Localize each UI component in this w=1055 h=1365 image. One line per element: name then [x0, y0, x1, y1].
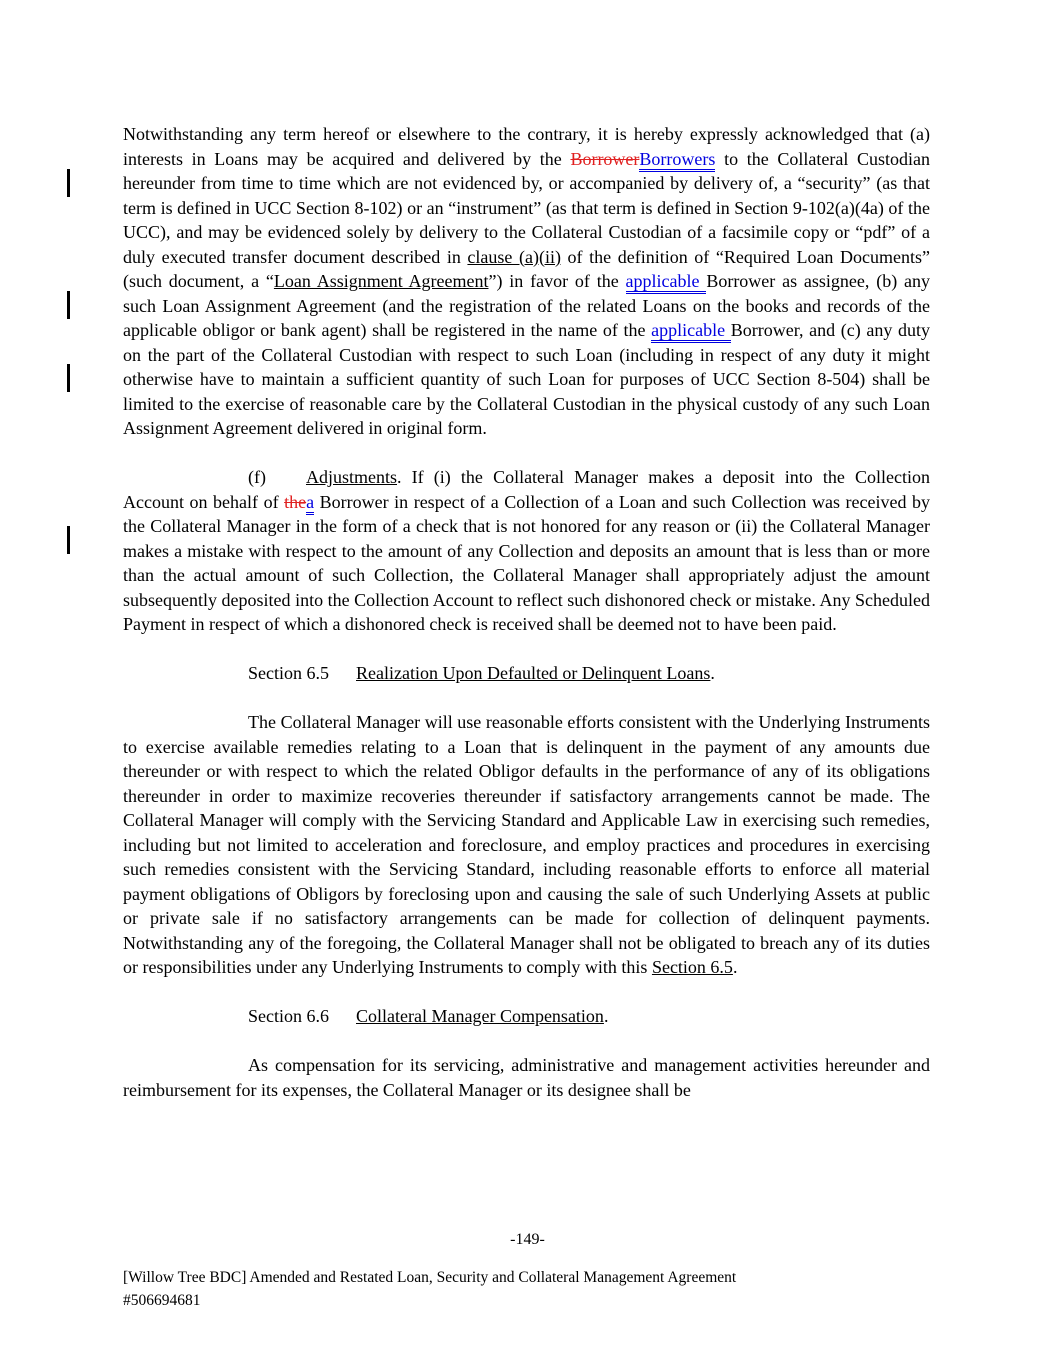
paragraph-adjustments: [123, 465, 930, 637]
section-6-6-heading: [123, 1004, 930, 1029]
inserted-text: a: [306, 492, 314, 515]
section-title: Collateral Manager Compensation: [356, 1006, 604, 1026]
body-text: ”) in favor of the: [488, 271, 626, 291]
body-text: to the Collateral Custodian hereunder from time to time which are not evidenced by, or accompanied by delivery of, a “security” (as that term is defined in UCC Section 8-102) or an “instrument” (as that term is defined in Section 9-102(a)(4a) of the UCC), and may be evidenced solely by delivery to the Collateral Custodian of a facsimile copy or “pdf” of a duly executed transfer document described in: [123, 148, 930, 267]
cross-reference: clause (a)(ii): [467, 246, 561, 267]
section-6-5-heading: [123, 661, 930, 686]
section-label: Section 6.6: [248, 1006, 329, 1026]
clause-heading: Adjustments: [305, 467, 397, 487]
body-text: of the definition of “Required Loan Documents” (such document, a “: [123, 246, 930, 291]
footer-document-id: #506694681: [123, 1292, 201, 1309]
change-bar: [67, 169, 70, 197]
inserted-text: Borrowers: [639, 149, 715, 172]
body-text: .: [603, 1006, 609, 1026]
body-text: Notwithstanding any term hereof or elsewhere to the contrary, it is hereby expressly acknowledged that (a) interests in Loans may be acquired and delivered by the: [123, 124, 930, 169]
change-bar: [67, 291, 70, 319]
body-text: As compensation for its servicing, administrative and management activities hereunder and reimbursement for its expenses, the Collateral Manager or its designee shall be: [123, 1055, 930, 1100]
body-text: The Collateral Manager will use reasonable efforts consistent with the Underlying Instruments to exercise available remedies relating to a Loan that is delinquent in the payment of any amounts due thereunder or with respect to which the related Obligor defaults in the performance of any of its obligations thereunder in order to maximize recoveries thereunder if satisfactory arrangements cannot be made. The Collateral Manager will comply with the Servicing Standard and Applicable Law in exercising such remedies, including but not limited to acceleration and foreclosure, and employ practices and procedures in exercising such remedies consistent with the Servicing Standard, including reasonable efforts to enforce all material payment obligations of Obligors by foreclosing upon and causing the sale of such Underlying Assets at public or private sale if no satisfactory arrangements can be made for collection of delinquent payments. Notwithstanding any of the foregoing, the Collateral Manager shall not be obligated to breach any of its duties or responsibilities under any Underlying Instruments to comply with this: [123, 712, 930, 977]
section-label: Section 6.5: [248, 663, 329, 683]
paragraph-realization: [123, 710, 930, 980]
inserted-text: applicable: [651, 320, 731, 343]
defined-term: Loan Assignment Agreement: [273, 271, 489, 291]
body-text: .: [732, 957, 738, 977]
footer-document-title: [Willow Tree BDC] Amended and Restated Loan, Security and Collateral Management Agreement: [123, 1269, 737, 1286]
clause-label: (f): [248, 467, 266, 487]
inserted-text: applicable: [626, 271, 707, 294]
body-text: Borrower, and (c) any duty on the part of the Collateral Custodian with respect to such Loan (including in respect of any duty it might otherwise have to maintain a sufficient quantity of such Loan for purposes of UCC Section 8-504) shall be limited to the exercise of reasonable care by the Collateral Custodian in the physical custody of any such Loan Assignment Agreement delivered in original form.: [123, 320, 930, 438]
document-content: [123, 122, 930, 1127]
paragraph-compensation: [123, 1053, 930, 1102]
deleted-text: the: [284, 491, 307, 512]
change-bar: [67, 364, 70, 392]
body-text: Borrower in respect of a Collection of a Loan and such Collection was received by the Collateral Manager in the form of a check that is not honored for any reason or (ii) the Collateral Manager makes a mistake with respect to the amount of any Collection and deposits an amount that is less than or more than the actual amount of such Collection, the Collateral Manager shall appropriately adjust the amount subsequently deposited into the Collection Account to reflect such dishonored check or mistake. Any Scheduled Payment in respect of which a dishonored check is received shall be deemed not to have been paid.: [123, 491, 930, 634]
deleted-text: Borrower: [570, 148, 640, 169]
change-bar: [67, 526, 70, 554]
body-text: . If (i) the Collateral Manager makes a deposit into the Collection Account on behalf of: [123, 467, 930, 512]
body-text: .: [710, 663, 715, 683]
page-number: -149-: [510, 1231, 545, 1248]
paragraph-loans-acquisition: [123, 122, 930, 441]
footer: [123, 1266, 953, 1312]
body-text: Borrower as assignee, (b) any such Loan Assignment Agreement (and the registration of the related Loans on the books and records of the applicable obligor or bank agent) shall be registered in the name of the: [123, 271, 930, 340]
section-title: Realization Upon Defaulted or Delinquent Loans: [356, 663, 711, 683]
cross-reference: Section 6.5: [651, 957, 733, 977]
